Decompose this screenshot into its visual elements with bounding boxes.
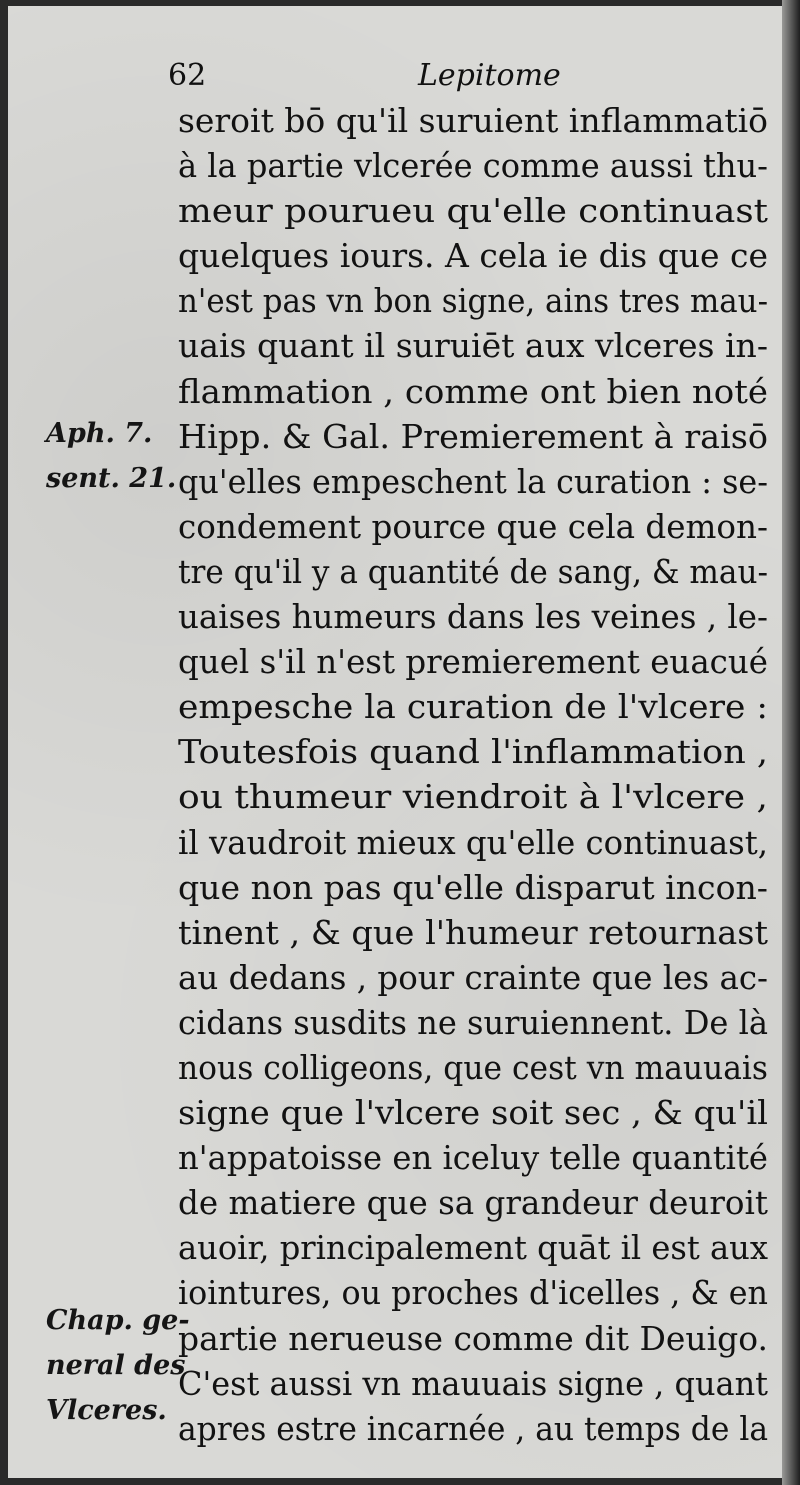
text-line: C'est aussi vn mauuais signe , quant <box>178 1363 768 1403</box>
text-line: cidans susdits ne suruiennent. De là <box>178 1002 768 1042</box>
margin-note-chapter <box>46 1298 190 1433</box>
text-line: quelques iours. A cela ie dis que ce <box>178 236 768 276</box>
text-line: auoir, principalement quāt il est aux <box>178 1228 768 1268</box>
text-line: il vaudroit mieux qu'elle continuast, <box>178 822 768 862</box>
book-gutter-shadow <box>782 0 800 1485</box>
text-line: iointures, ou proches d'icelles , & en <box>178 1273 768 1313</box>
page-header <box>168 58 728 98</box>
margin-note-line: neral des <box>46 1350 186 1381</box>
text-line: tinent , & que l'humeur retournast <box>178 912 768 952</box>
text-line: que non pas qu'elle disparut incon- <box>178 867 768 907</box>
text-line: signe que l'vlcere soit sec , & qu'il <box>178 1093 768 1133</box>
text-line: à la partie vlcerée comme aussi thu- <box>178 146 768 186</box>
body-text <box>178 98 778 1451</box>
text-line: seroit bō qu'il suruient inflammatiō <box>178 101 768 140</box>
text-line: empesche la curation de l'vlcere : <box>178 687 768 727</box>
text-line: ou thumeur viendroit à l'vlcere , <box>178 777 768 817</box>
text-line: quel s'il n'est premierement euacué <box>178 642 768 682</box>
margin-note-line: Chap. ge- <box>46 1305 190 1336</box>
text-line: uais quant il suruiēt aux vlceres in- <box>178 326 768 366</box>
text-line: flammation , comme ont bien noté <box>178 371 768 411</box>
text-line: au dedans , pour crainte que les ac- <box>178 957 768 997</box>
margin-note-line: Aph. 7. <box>46 418 153 449</box>
book-page <box>8 6 784 1478</box>
text-line: meur pourueu qu'elle continuast <box>178 191 768 231</box>
text-line: n'est pas vn bon signe, ains tres mau- <box>178 281 768 321</box>
text-line: condement pource que cela demon- <box>178 506 768 546</box>
text-line: partie nerueuse comme dit Deuigo. <box>178 1318 768 1358</box>
text-line: de matiere que sa grandeur deuroit <box>178 1183 768 1223</box>
margin-note-line: Vlceres. <box>46 1395 167 1426</box>
text-line: nous colligeons, que cest vn mauuais <box>178 1047 768 1087</box>
text-line: uaises humeurs dans les veines , le- <box>178 597 768 637</box>
text-line: tre qu'il y a quantité de sang, & mau- <box>178 551 768 591</box>
text-line: Hipp. & Gal. Premierement à raisō <box>178 416 768 456</box>
margin-note-aphorism <box>46 411 176 501</box>
text-line: qu'elles empeschent la curation : se- <box>178 461 768 501</box>
text-line: n'appatoisse en iceluy telle quantité <box>178 1138 768 1178</box>
text-line: apres estre incarnée , au temps de la <box>178 1408 768 1448</box>
margin-note-line: sent. 21. <box>46 463 177 494</box>
running-title: Lepitome <box>418 58 561 93</box>
page-number: 62 <box>168 58 207 93</box>
text-line: Toutesfois quand l'inflammation , <box>178 732 768 772</box>
